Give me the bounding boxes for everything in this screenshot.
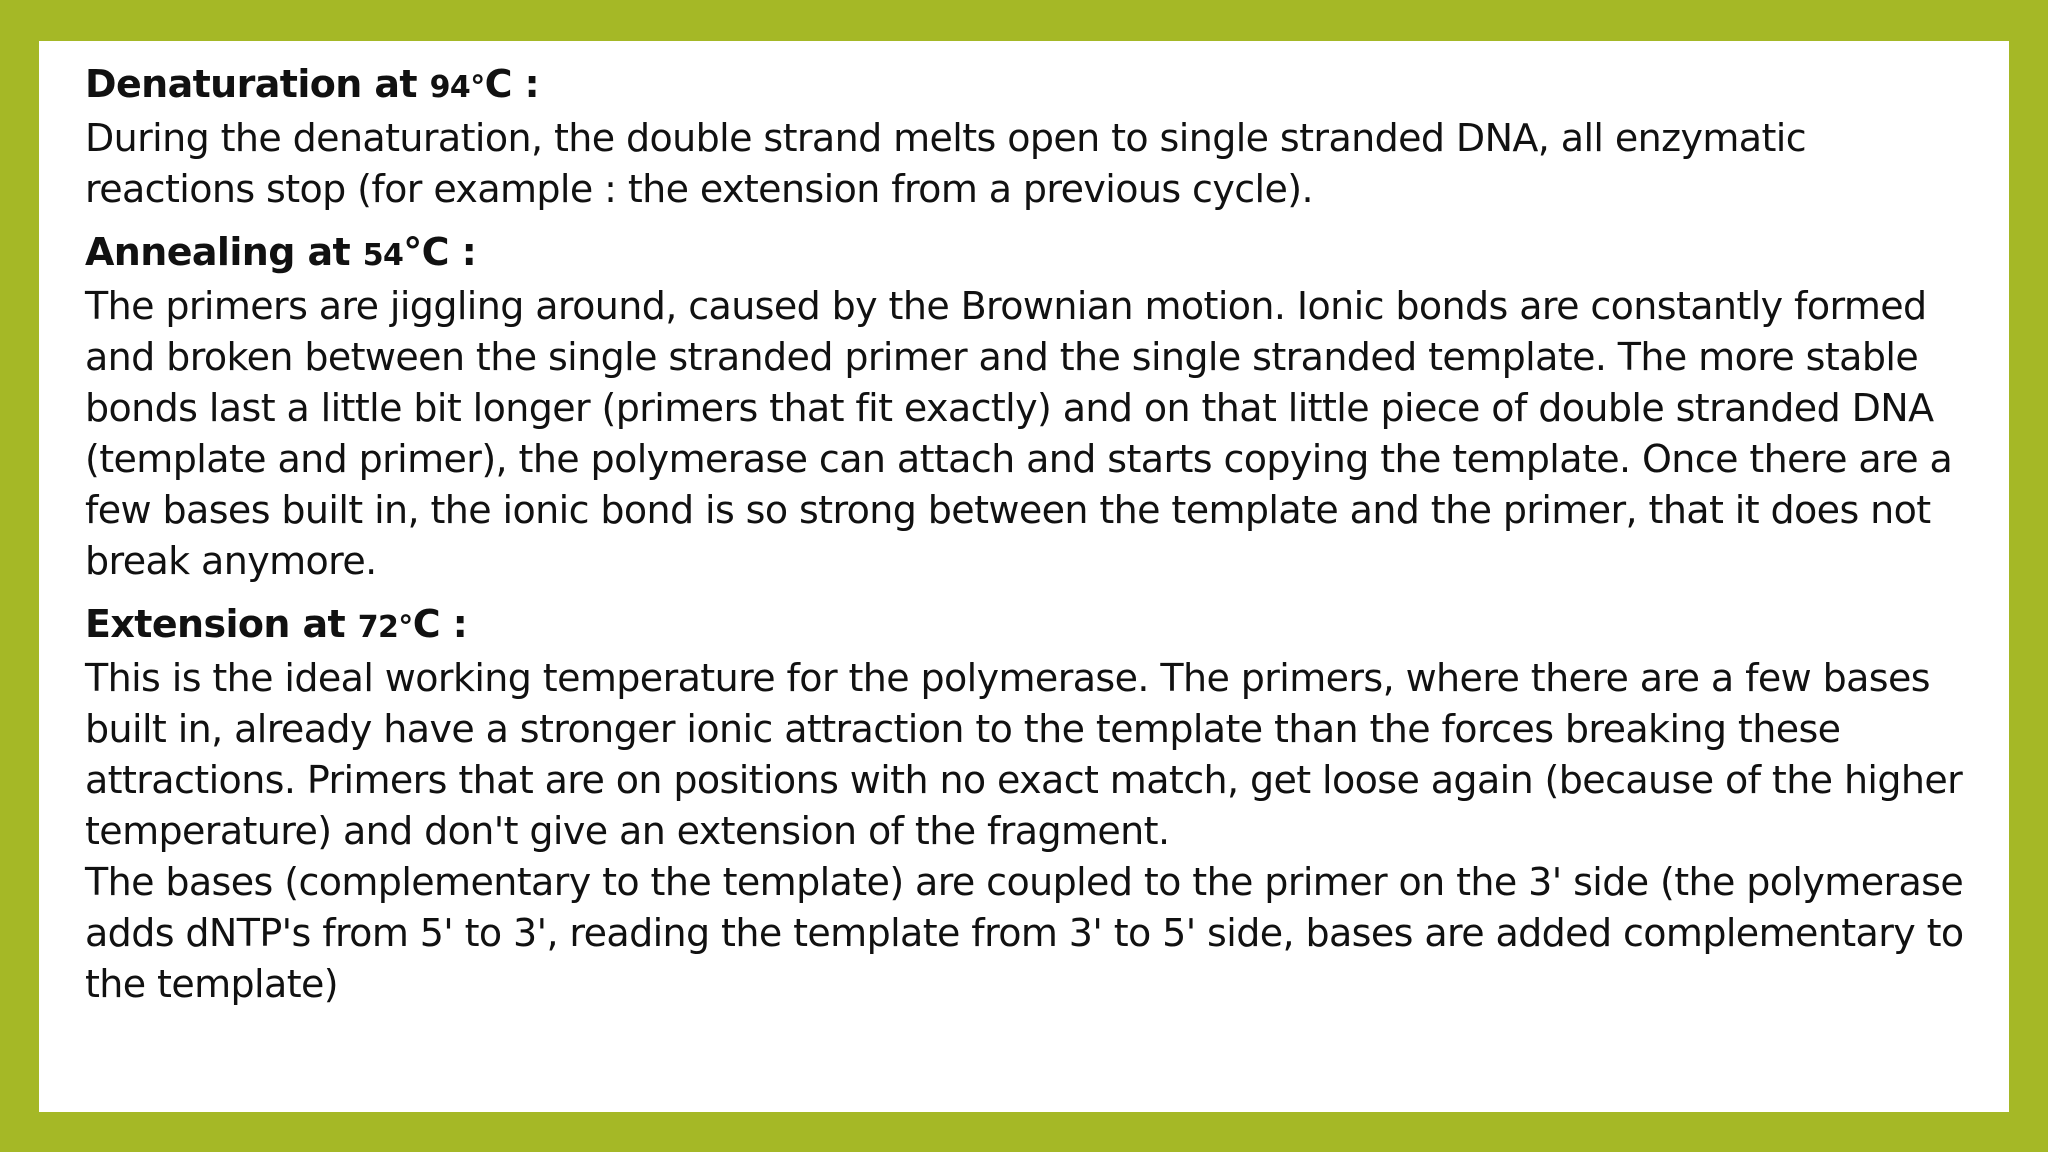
section-paragraph: The bases (complementary to the template) are coupled to the primer on the 3' side (the polymerase adds dNTP's from 5' to 3', reading the template from 3' to 5' side, bases are added complementary to the template) (85, 860, 1964, 1006)
heading-suffix: C : (484, 62, 540, 106)
text-body (85, 59, 1985, 1022)
section-paragraph: This is the ideal working temperature for the polymerase. The primers, where there are a few bases built in, already have a stronger ionic attraction to the template than the forces breaking these attractions. Primers that are on positions with no exact match, get loose again (because of the higher temperature) and don't give an extension of the fragment. (85, 656, 1963, 853)
section-paragraph: The primers are jiggling around, caused by the Brownian motion. Ionic bonds are constantly formed and broken between the single stranded primer and the single stranded template. The more stable bonds last a little bit longer (primers that fit exactly) and on that little piece of double stranded DNA (template and primer), the polymerase can attach and starts copying the template. Once there are a few bases built in, the ionic bond is so strong between the template and the primer, that it does not break anymore. (85, 284, 1953, 583)
heading-suffix: °C : (403, 230, 477, 274)
temperature-value: 54 (362, 238, 404, 273)
section-paragraph: During the denaturation, the double strand melts open to single stranded DNA, all enzymatic reactions stop (for example : the extension from a previous cycle). (85, 116, 1806, 211)
section-annealing (85, 227, 1985, 587)
heading-suffix: C : (412, 602, 468, 646)
heading-prefix: Extension at (85, 602, 346, 646)
section-extension (85, 599, 1985, 1010)
section-heading (85, 59, 1985, 113)
temperature-value: 72° (357, 610, 413, 645)
section-heading (85, 599, 1985, 653)
section-denaturation (85, 59, 1985, 215)
slide-content (39, 41, 2009, 1112)
heading-prefix: Annealing at (85, 230, 351, 274)
temperature-value: 94° (429, 70, 485, 105)
heading-prefix: Denaturation at (85, 62, 417, 106)
section-heading (85, 227, 1985, 281)
